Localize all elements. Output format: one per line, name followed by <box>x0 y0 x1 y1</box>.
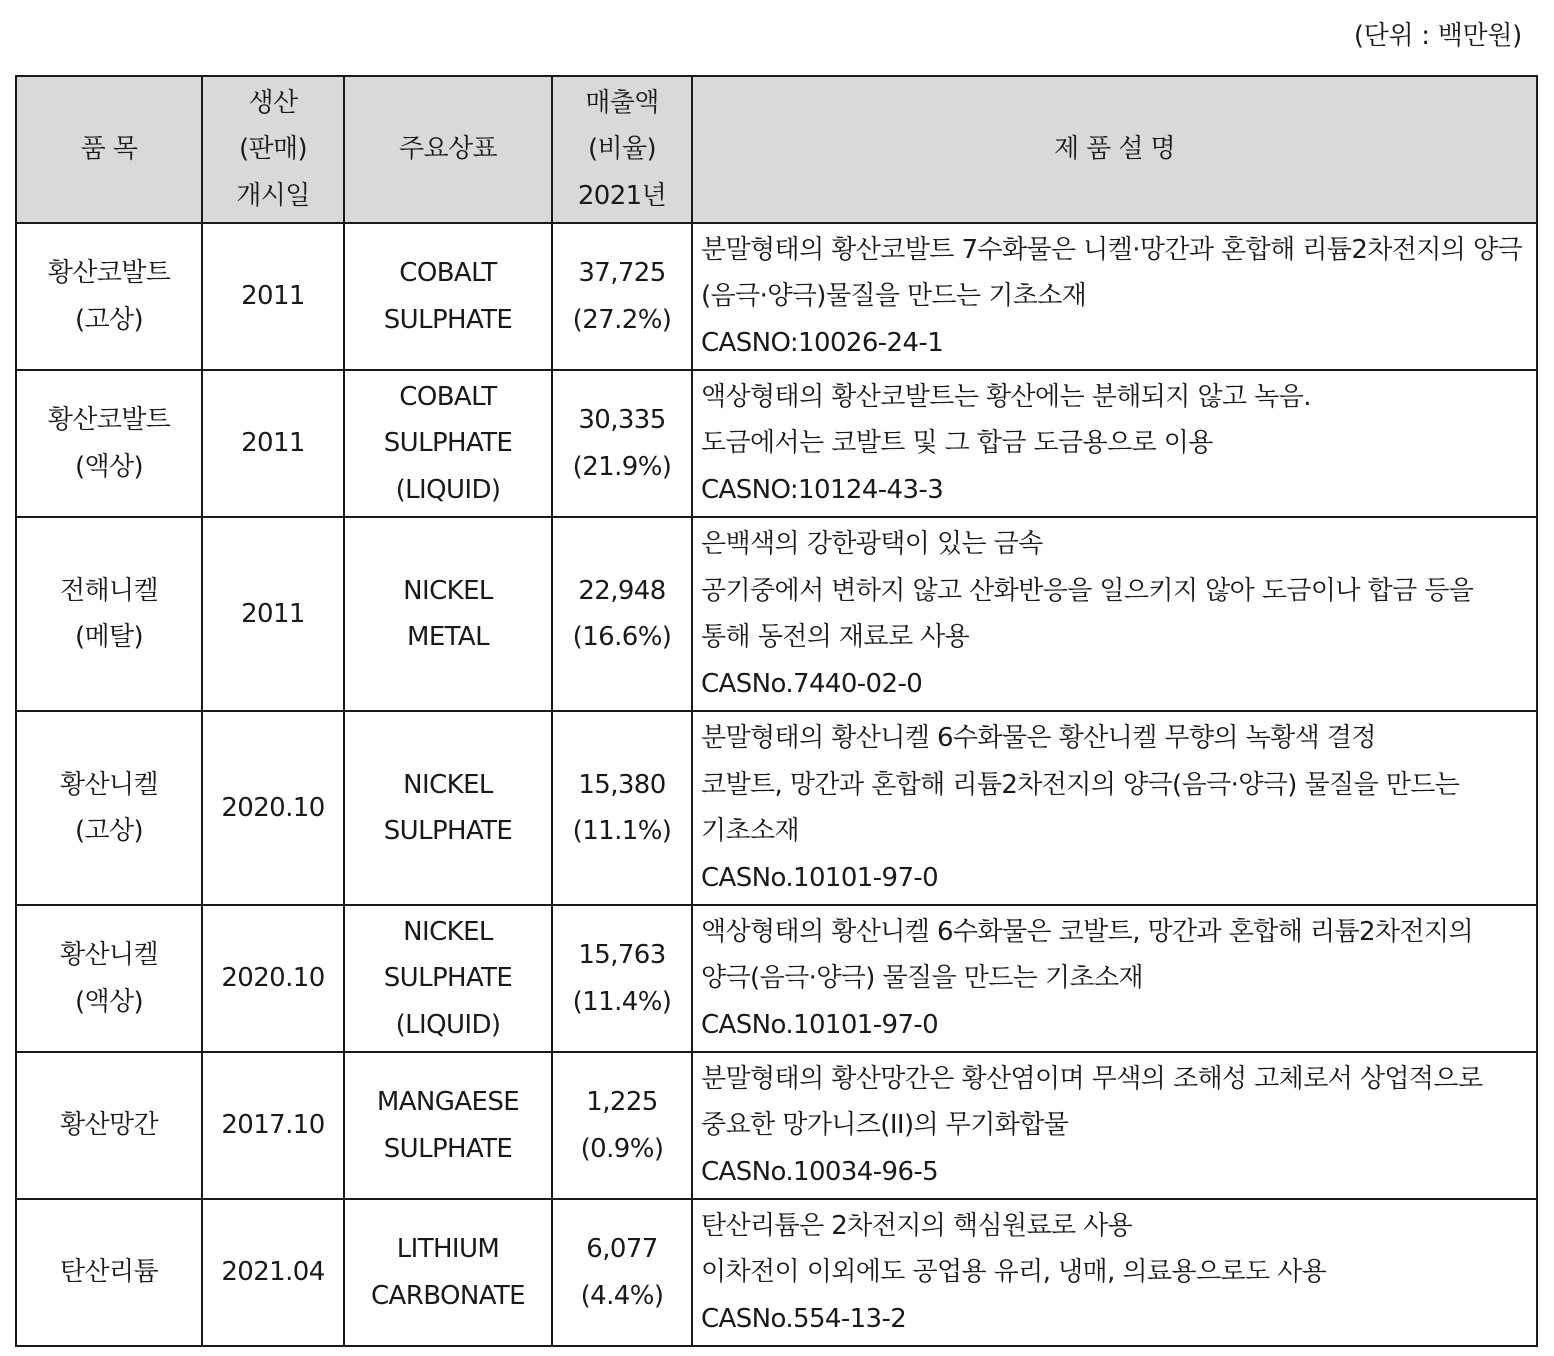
table-row <box>16 711 1537 905</box>
header-brand <box>344 76 552 223</box>
sales-ratio: (11.1%) <box>572 816 672 846</box>
description-line: 코발트, 망간과 혼합해 리튬2차전지의 양극(음극·양극) 물질을 만드는 기초소재 <box>701 769 1460 846</box>
header-brand-label: 주요상표 <box>398 134 498 165</box>
cell-item <box>16 223 202 370</box>
description-line: 탄산리튬은 2차전지의 핵심원료로 사용 <box>701 1210 1133 1241</box>
cell-start <box>202 1199 344 1346</box>
header-start-line: 생산 <box>248 87 298 118</box>
unit-note: (단위 : 백만원) <box>1353 21 1522 51</box>
cell-start <box>202 223 344 370</box>
brand-line: COBALT <box>399 381 497 412</box>
header-sales-line: 매출액 <box>585 87 659 118</box>
header-item <box>16 76 202 223</box>
item-form: (액상) <box>74 986 144 1017</box>
item-name: 황산코발트 <box>47 405 171 435</box>
sales-ratio: (21.9%) <box>572 451 672 482</box>
sales-amount: 22,948 <box>578 575 666 606</box>
brand-line: CARBONATE <box>371 1280 525 1311</box>
item-form: (고상) <box>74 304 144 335</box>
sales-amount: 30,335 <box>578 405 666 435</box>
cas-number: CASNo.10034-96-5 <box>701 1156 939 1187</box>
sales-ratio: (27.2%) <box>572 304 672 335</box>
cas-number: CASNo.7440-02-0 <box>701 668 923 699</box>
cell-item <box>16 1199 202 1346</box>
cell-brand <box>344 370 552 517</box>
brand-line: METAL <box>407 622 489 652</box>
start-date: 2011 <box>241 281 305 312</box>
cell-brand <box>344 517 552 711</box>
cell-sales <box>552 1052 692 1199</box>
cell-brand <box>344 1052 552 1199</box>
cas-number: CASNO:10026-24-1 <box>701 327 944 358</box>
cas-number: CASNo.10101-97-0 <box>701 862 939 893</box>
cell-item <box>16 905 202 1052</box>
brand-line: SULPHATE <box>383 1133 513 1164</box>
item-name: 황산니켈 <box>59 769 159 800</box>
cas-number: CASNo.554-13-2 <box>701 1303 907 1334</box>
sales-amount: 15,763 <box>578 940 666 970</box>
cell-sales <box>552 1199 692 1346</box>
cell-item <box>16 517 202 711</box>
cell-brand <box>344 711 552 905</box>
cell-description <box>692 517 1537 711</box>
sales-amount: 1,225 <box>586 1087 658 1117</box>
start-date: 2011 <box>241 598 305 629</box>
description-line: 분말형태의 황산망간은 황산염이며 무색의 조해성 고체로서 상업적으로 중요한 망가니즈(II)의 무기화합물 <box>701 1063 1483 1141</box>
cell-start <box>202 711 344 905</box>
table-row <box>16 1199 1537 1346</box>
products-table <box>15 75 1538 1347</box>
cell-start <box>202 370 344 517</box>
header-start-line: (판매) <box>238 134 308 165</box>
description-line: 공기중에서 변하지 않고 산화반응을 일으키지 않아 도금이나 합금 등을 통해 동전의 재료로 사용 <box>701 575 1474 652</box>
brand-line: (LIQUID) <box>395 474 501 505</box>
description-line: 은백색의 강한광택이 있는 금속 <box>701 529 1043 559</box>
header-start-line: 개시일 <box>236 180 310 211</box>
cell-description <box>692 1199 1537 1346</box>
item-name: 황산니켈 <box>59 940 159 970</box>
item-form: (고상) <box>74 816 144 846</box>
header-sales <box>552 76 692 223</box>
start-date: 2021.04 <box>221 1257 325 1288</box>
item-name: 황산망간 <box>59 1110 159 1141</box>
cell-start <box>202 517 344 711</box>
table-row <box>16 223 1537 370</box>
cell-item <box>16 711 202 905</box>
sales-ratio: (16.6%) <box>572 622 672 652</box>
sales-amount: 6,077 <box>586 1234 658 1264</box>
table-row <box>16 905 1537 1052</box>
description-line: 이차전이 이외에도 공업용 유리, 냉매, 의료용으로도 사용 <box>701 1257 1327 1288</box>
description-line: 액상형태의 황산니켈 6수화물은 코발트, 망간과 혼합해 리튬2차전지의 양극(음극·양극) 물질을 만드는 기초소재 <box>701 916 1473 994</box>
description-line: 분말형태의 황산코발트 7수화물은 니켈·망간과 혼합해 리튬2차전지의 양극(음극·양극)물질을 만드는 기초소재 <box>701 234 1523 312</box>
cell-brand <box>344 905 552 1052</box>
brand-line: LITHIUM <box>396 1234 500 1264</box>
header-item-label: 품 목 <box>80 134 138 165</box>
header-start-date <box>202 76 344 223</box>
cell-description <box>692 223 1537 370</box>
brand-line: SULPHATE <box>383 304 513 335</box>
start-date: 2017.10 <box>221 1110 325 1141</box>
header-description-label: 제 품 설 명 <box>1053 134 1176 165</box>
start-date: 2020.10 <box>221 792 325 823</box>
table-row <box>16 1052 1537 1199</box>
cas-number: CASNo.10101-97-0 <box>701 1009 939 1040</box>
cell-start <box>202 905 344 1052</box>
sales-ratio: (0.9%) <box>580 1133 664 1164</box>
header-sales-line: 2021년 <box>577 180 667 211</box>
description-line: 도금에서는 코발트 및 그 합금 도금용으로 이용 <box>701 428 1213 459</box>
cell-sales <box>552 223 692 370</box>
item-form: (액상) <box>74 451 144 482</box>
header-sales-line: (비율) <box>587 134 657 165</box>
sales-amount: 37,725 <box>578 258 666 288</box>
header-row <box>16 76 1537 223</box>
cell-start <box>202 1052 344 1199</box>
cell-description <box>692 370 1537 517</box>
description-line: 액상형태의 황산코발트는 황산에는 분해되지 않고 녹음. <box>701 381 1311 412</box>
cell-description <box>692 905 1537 1052</box>
cell-sales <box>552 370 692 517</box>
start-date: 2011 <box>241 428 305 459</box>
cell-brand <box>344 223 552 370</box>
sales-amount: 15,380 <box>578 769 666 800</box>
item-form: (메탈) <box>74 622 144 652</box>
sales-ratio: (11.4%) <box>572 986 672 1017</box>
cas-number: CASNO:10124-43-3 <box>701 474 944 505</box>
cell-sales <box>552 905 692 1052</box>
table-row <box>16 517 1537 711</box>
start-date: 2020.10 <box>221 963 325 994</box>
brand-line: SULPHATE <box>383 428 513 459</box>
brand-line: MANGAESE <box>376 1087 520 1117</box>
description-line: 분말형태의 황산니켈 6수화물은 황산니켈 무향의 녹황색 결정 <box>701 723 1376 753</box>
brand-line: NICKEL <box>403 916 493 947</box>
sales-ratio: (4.4%) <box>580 1280 664 1311</box>
cell-description <box>692 1052 1537 1199</box>
brand-line: (LIQUID) <box>395 1009 501 1040</box>
brand-line: COBALT <box>399 258 497 288</box>
brand-line: SULPHATE <box>383 963 513 994</box>
item-name: 탄산리튬 <box>59 1257 159 1288</box>
cell-item <box>16 370 202 517</box>
brand-line: NICKEL <box>403 769 493 800</box>
item-name: 전해니켈 <box>59 575 159 606</box>
cell-brand <box>344 1199 552 1346</box>
header-description <box>692 76 1537 223</box>
brand-line: NICKEL <box>403 575 493 606</box>
table-row <box>16 370 1537 517</box>
cell-item <box>16 1052 202 1199</box>
item-name: 황산코발트 <box>47 258 171 288</box>
brand-line: SULPHATE <box>383 816 513 846</box>
cell-sales <box>552 517 692 711</box>
cell-sales <box>552 711 692 905</box>
cell-description <box>692 711 1537 905</box>
